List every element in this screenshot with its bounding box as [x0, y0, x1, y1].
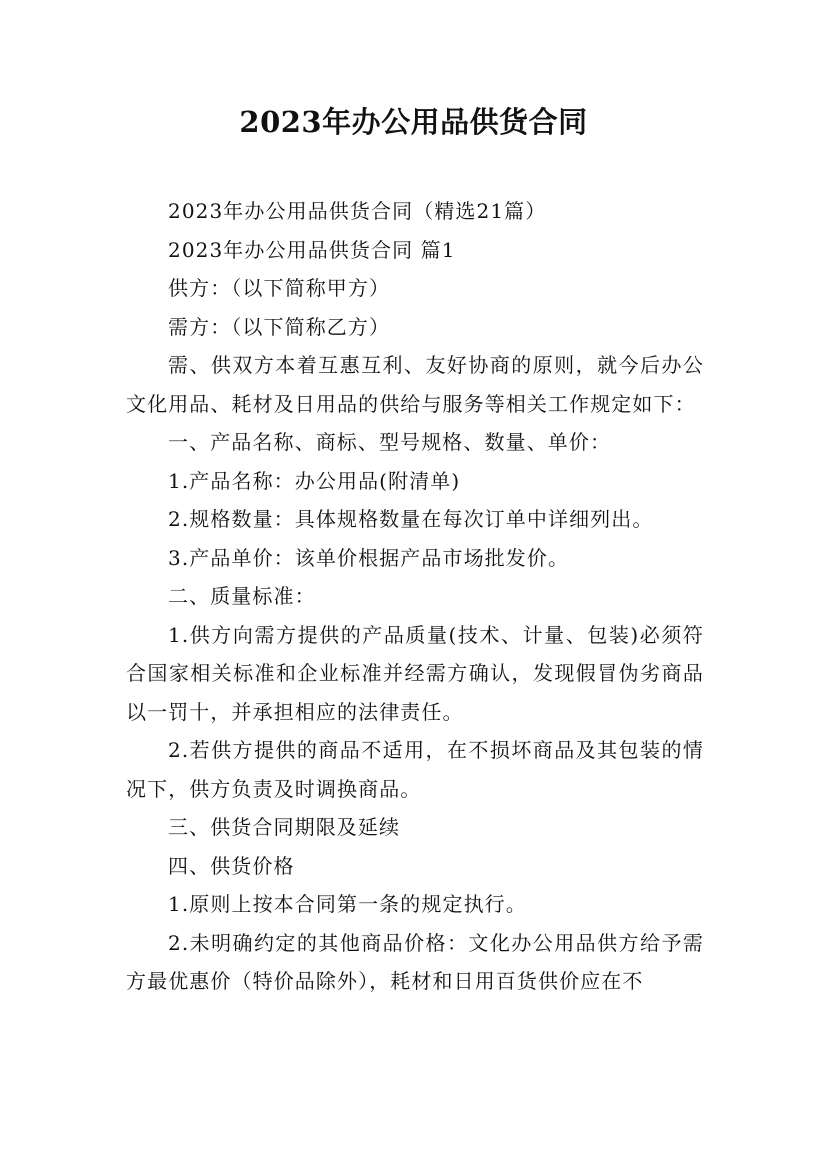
paragraph-clause-2-heading: 二、质量标准：: [168, 584, 316, 608]
paragraph-clause-2-2: 2.若供方提供的商品不适用，在不损坏商品及其包装的情况下，供方负责及时调换商品。: [126, 738, 704, 801]
paragraph-section-heading: 2023年办公用品供货合同 篇1: [168, 237, 456, 262]
paragraph-clause-2-1: 1.供方向需方提供的产品质量(技术、计量、包装)必须符合国家相关标准和企业标准并经需方确认，发现假冒伪劣商品以一罚十，并承担相应的法律责任。: [126, 622, 704, 724]
paragraph-subtitle: 2023年办公用品供货合同（精选21篇）: [168, 199, 547, 223]
paragraph-preamble: 需、供双方本着互惠互利、友好协商的原则，就今后办公文化用品、耗材及日用品的供给与服务等相关工作规定如下：: [126, 353, 704, 416]
paragraph-clause-1-3: 3.产品单价：该单价根据产品市场批发价。: [168, 545, 570, 570]
paragraph-buyer: 需方：（以下简称乙方）: [168, 314, 391, 339]
paragraph-clause-4-heading: 四、供货价格: [168, 853, 295, 878]
paragraph-supplier: 供方：（以下简称甲方）: [168, 276, 391, 300]
paragraph-clause-3-heading: 三、供货合同期限及延续: [168, 815, 401, 839]
paragraph-clause-1-heading: 一、产品名称、商标、型号规格、数量、单价：: [168, 430, 612, 454]
paragraph-clause-1-2: 2.规格数量：具体规格数量在每次订单中详细列出。: [168, 507, 654, 531]
paragraph-clause-4-2: 2.未明确约定的其他商品价格：文化办公用品供方给予需方最优惠价（特价品除外），耗材和日用百货供价应在不: [126, 930, 704, 993]
paragraph-clause-1-1: 1.产品名称：办公用品(附清单): [168, 468, 461, 493]
document-title: 2023年办公用品供货合同: [239, 105, 588, 139]
document-body: [126, 192, 704, 1001]
paragraph-clause-4-1: 1.原则上按本合同第一条的规定执行。: [168, 892, 527, 916]
